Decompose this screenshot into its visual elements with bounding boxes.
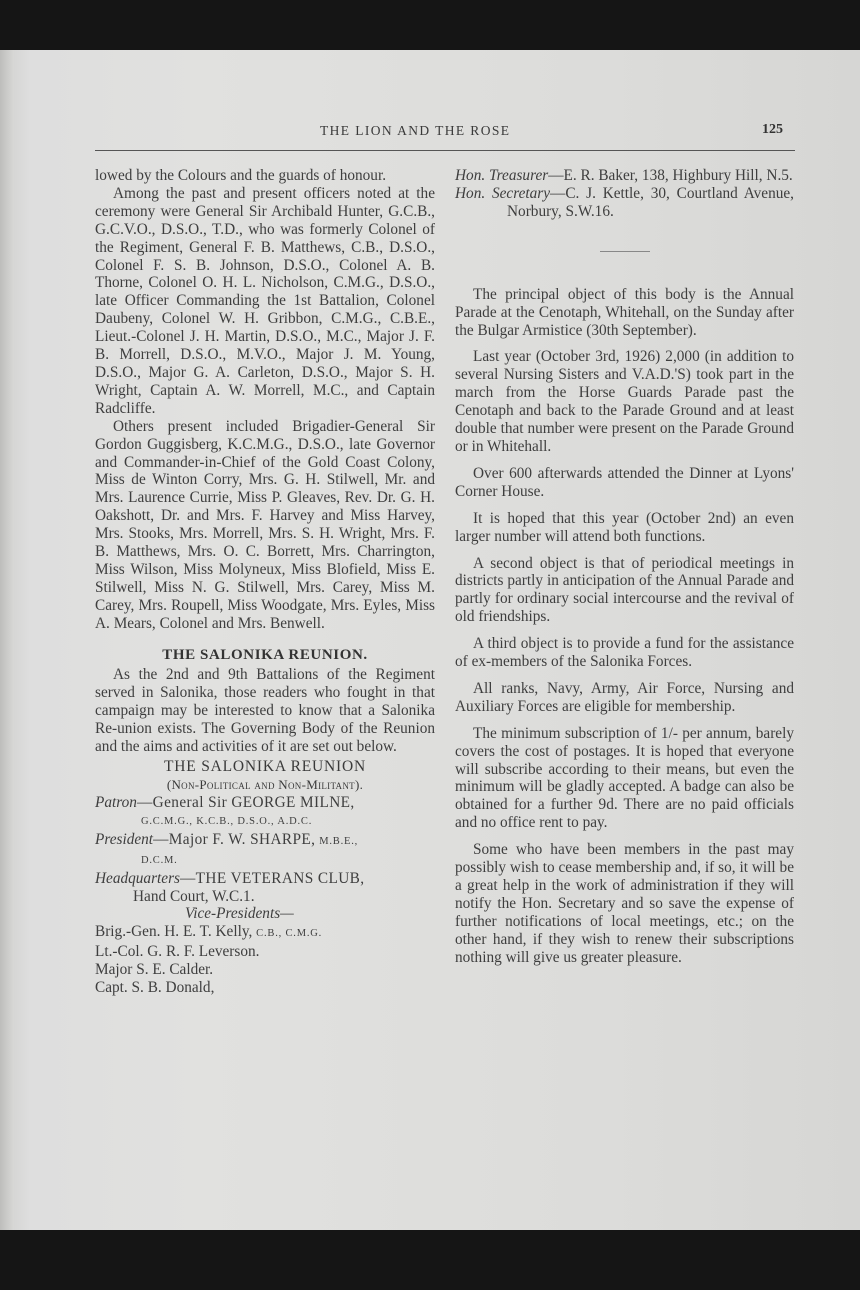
- patron-entry: [95, 794, 435, 812]
- treasurer-entry: [455, 167, 794, 185]
- headquarters-address: Hand Court, W.C.1.: [133, 887, 255, 905]
- paragraph-this-year: It is hoped that this year (October 2nd) an even larger number will attend both functions.: [455, 509, 794, 545]
- patron-role: Patron: [95, 793, 137, 811]
- section-divider: [600, 251, 650, 252]
- org-subtitle: (Non-Political and Non-Militant).: [166, 776, 364, 792]
- left-column: [95, 167, 435, 997]
- org-title: THE SALONIKA REUNION: [164, 758, 366, 775]
- vice-president-item: [95, 979, 435, 997]
- vice-president-name: Capt. S. B. Donald,: [95, 979, 215, 997]
- vice-president-name: Lt.-Col. G. R. F. Leverson.: [95, 943, 260, 961]
- vice-president-name: Brig.-Gen. H. E. T. Kelly,: [95, 923, 257, 941]
- right-column: [455, 167, 794, 967]
- president-role: President: [95, 830, 154, 848]
- president-honours-a: M.B.E.,: [319, 835, 359, 847]
- headquarters-role: Headquarters: [95, 869, 180, 887]
- paragraph-eligibility: All ranks, Navy, Army, Air Force, Nursing and Auxiliary Forces are eligible for membership.: [455, 679, 794, 715]
- vice-president-item: [95, 923, 435, 943]
- paragraph-officers: Among the past and present officers noted at the ceremony were General Sir Archibald Hunter, G.C.B., G.C.V.O., D.S.O., T.D., who was formerly Colonel of the Regiment, General F. B. Matthews, C.B., D.S.O., Colonel F. S. B. Johnson, D.S.O., Colonel A. B. Thorne, Colonel O. H. L. Nicholson, C.M.G., D.S.O., late Officer Commanding the 1st Battalion, Colonel Daubeny, Colonel W. H. Gribbon, C.M.G., C.B.E., Lieut.-Colonel J. H. Martin, D.S.O., M.C., Major J. F. B. Morrell, D.S.O., M.V.O., Major J. M. Young, D.S.O., Major G. A. Carleton, D.S.O., Major S. H. Wright, Captain A. W. Morrell, M.C., and Captain Radcliffe.: [95, 184, 435, 417]
- president-name: —Major F. W. SHARPE,: [153, 830, 316, 848]
- president-honours-b: D.C.M.: [141, 854, 178, 866]
- secretary-role: Hon. Secretary: [455, 184, 551, 202]
- paragraph-principal-object: The principal object of this body is the Annual Parade at the Cenotaph, Whitehall, on the Sunday after the Bulgar Armistice (30th September).: [455, 285, 794, 339]
- paragraph-second-object: A second object is that of periodical meetings in districts partly in anticipation of the Annual Parade and partly for ordinary social intercourse and the revival of old friendships.: [455, 554, 794, 626]
- patron-honours: G.C.M.G., K.C.B., D.S.O., A.D.C.: [141, 815, 313, 827]
- page-number: 125: [762, 122, 783, 137]
- paragraph-continued: lowed by the Colours and the guards of honour.: [95, 167, 387, 184]
- vice-president-item: [95, 961, 435, 979]
- paragraph-salonika-intro: As the 2nd and 9th Battalions of the Regiment served in Salonika, those readers who fought in that campaign may be interested to know that a Salonika Re-union exists. The Governing Body of the Reunion and the aims and activities of it are set out below.: [95, 666, 435, 756]
- paragraph-dinner: Over 600 afterwards attended the Dinner at Lyons' Corner House.: [455, 464, 794, 500]
- treasurer-role: Hon. Treasurer: [455, 167, 549, 184]
- page-gutter-shadow: [0, 50, 14, 1230]
- headquarters-entry: [95, 870, 435, 888]
- section-heading: THE SALONIKA REUNION.: [162, 646, 368, 663]
- paragraph-subscription: The minimum subscription of 1/- per annum, barely covers the cost of postages. It is hoped that everyone will subscribe according to their means, but even the minimum will be gladly accepted. A badge can also be obtained for a further 9d. There are no paid officials and no office rent to pay.: [455, 724, 794, 832]
- vice-president-honours: C.B., C.M.G.: [256, 928, 323, 940]
- headquarters-name: —THE VETERANS CLUB,: [179, 869, 365, 887]
- paragraph-others-present: Others present included Brigadier-General Sir Gordon Guggisberg, K.C.M.G., D.S.O., late Governor and Commander-in-Chief of the Gold Coast Colony, Miss de Winton Corry, Mrs. G. H. Stilwell, Mr. and Mrs. Laurence Currie, Miss P. Gleaves, Rev. Dr. G. H. Oakshott, Dr. and Mrs. F. Harvey and Miss Harvey, Mrs. Stooks, Mrs. Morrell, Mrs. S. H. Wright, Mrs. F. B. Matthews, Mrs. O. C. Borrett, Mrs. Charrington, Miss Wilson, Miss Molyneux, Miss Blofield, Miss E. Stilwell, Miss N. G. Stilwell, Mrs. Carey, Miss M. Carey, Mrs. Roupell, Miss Woodgate, Mrs. Eyles, Miss A. Mears, Colonel and Mrs. Benwell.: [95, 417, 435, 632]
- patron-name: —General Sir GEORGE MILNE,: [136, 793, 355, 811]
- secretary-entry: [455, 185, 794, 221]
- vice-president-item: [95, 943, 435, 961]
- vice-president-name: Major S. E. Calder.: [95, 961, 214, 979]
- page-header: [95, 120, 795, 151]
- paragraph-membership: Some who have been members in the past may possibly wish to cease membership and, if so, it will be a great help in the work of administration if they will notify the Hon. Secretary and so save the expense of further notifications of local meetings, etc.; on the other hand, if they wish to renew their subscriptions nothing will give us greater pleasure.: [455, 841, 794, 966]
- vice-presidents-heading: Vice-Presidents—: [185, 905, 294, 923]
- treasurer-details: —E. R. Baker, 138, Highbury Hill, N.5.: [548, 167, 793, 184]
- running-title: THE LION AND THE ROSE: [320, 123, 511, 138]
- paragraph-last-year: Last year (October 3rd, 1926) 2,000 (in addition to several Nursing Sisters and V.A.D.'S) took part in the march from the Horse Guards Parade past the Cenotaph and back to the Parade Ground and at least double that number were present on the Parade Ground or in Whitehall.: [455, 348, 794, 455]
- president-entry: [95, 831, 435, 851]
- paragraph-third-object: A third object is to provide a fund for the assistance of ex-members of the Salonika Forces.: [455, 635, 794, 671]
- secretary-details: —C. J. Kettle, 30, Courtland Avenue, Norbury, S.W.16.: [507, 184, 794, 220]
